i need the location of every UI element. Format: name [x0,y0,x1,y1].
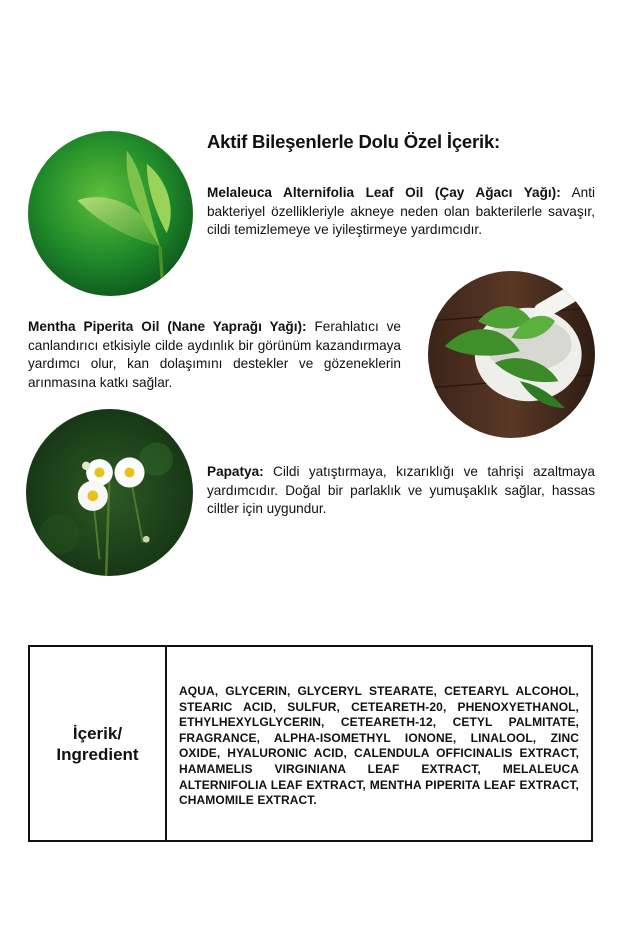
ingredient-list: AQUA, GLYCERIN, GLYCERYL STEARATE, CETEARYL ALCOHOL, STEARIC ACID, SULFUR, CETEARETH-20, PHENOXYETHANOL, ETHYLHEXYLGLYCERIN, CETEARETH-12, CETYL PALMITATE, FRAGRANCE, ALPHA-ISOMETHYL IONONE, LINALOOL, ZINC OXIDE, HYALURONIC ACID, CALENDULA OFFICINALIS EXTRACT, HAMAMELIS VIRGINIANA LEAF EXTRACT, MELALEUCA ALTERNIFOLIA LEAF EXTRACT, MENTHA PIPERITA LEAF EXTRACT, CHAMOMILE EXTRACT. [179,684,579,808]
chamomile-image [26,409,193,576]
mint-mortar-image [428,271,595,438]
section-heading: Aktif Bileşenlerle Dolu Özel İçerik: [207,131,501,152]
ingredient-label-text: İçerik/ Ingredient [56,723,139,764]
tea-tree-oil-paragraph [207,184,595,240]
ingredient-table [28,645,593,842]
mint-oil-paragraph [28,318,401,392]
ingredient-name: Mentha Piperita Oil (Nane Yaprağı Yağı): [28,319,307,334]
ingredient-table-label [30,647,167,840]
ingredient-description: Ferahlatıcı ve canlandırıcı etkisiyle cilde aydınlık bir görünüm kazandırmaya yardımcı olur, kan dolaşımını destekler ve gözeneklerin arınmasına katkı sağlar. [28,319,401,390]
tea-leaf-image [28,131,193,296]
ingredient-description: Cildi yatıştırmaya, kızarıklığı ve tahrişi azaltmaya yardımcıdır. Doğal bir parlaklık ve yumuşaklık sağlar, hassas ciltler için uygundur. [207,464,595,516]
ingredient-name: Papatya: [207,464,264,479]
chamomile-paragraph [207,463,595,519]
ingredient-name: Melaleuca Alternifolia Leaf Oil (Çay Ağacı Yağı): [207,185,561,200]
ingredient-description: Anti bakteriyel özellikleriyle akneye neden olan bakterilerle savaşır, cildi temizlemeye ve iyileştirmeye yardımcıdır. [207,185,595,237]
